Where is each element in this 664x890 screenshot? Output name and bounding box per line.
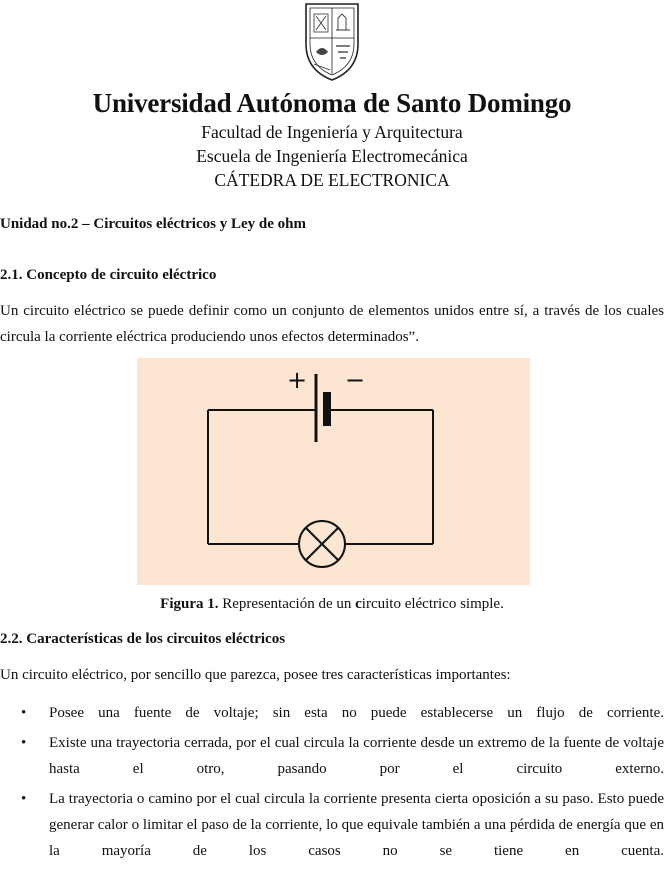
bullet-icon: •	[21, 735, 27, 751]
chair-name: CÁTEDRA DE ELECTRONICA	[214, 170, 450, 190]
caption-label: Figura 1.	[160, 596, 219, 612]
battery-plus-label: +	[287, 366, 308, 394]
section-2-intro: Un circuito eléctrico, por sencillo que parezca, posee tres características importantes:	[0, 667, 511, 683]
bullet-icon: •	[21, 791, 27, 807]
caption-text-2: ircuito eléctrico simple.	[361, 596, 504, 612]
caption-bold-letter: c	[355, 596, 362, 612]
lamp-icon	[299, 521, 345, 567]
list-item-text: La trayectoria o camino por el cual circula la corriente presenta cierta oposición a su paso. Esto puede generar calor o limitar el paso de la corriente, lo que equivale también a una pérdida de energía que en la mayoría de los casos no se tiene en cuenta.	[49, 791, 664, 859]
figure-caption	[0, 594, 664, 614]
section-1-title: 2.1. Concepto de circuito eléctrico	[0, 267, 217, 283]
list-item-text: Posee una fuente de voltaje; sin esta no puede establecerse un flujo de corriente.	[49, 705, 664, 721]
university-seal-icon	[300, 0, 364, 82]
circuit-figure	[137, 358, 530, 585]
battery-minus-label: −	[345, 366, 366, 394]
circuit-diagram	[137, 358, 530, 585]
faculty-name: Facultad de Ingeniería y Arquitectura	[201, 122, 463, 142]
section-1-paragraph: Un circuito eléctrico se puede definir como un conjunto de elementos unidos entre sí, a través de los cuales circula la corriente eléctrica produciendo unos efectos determinados”.	[0, 303, 664, 345]
unit-title: Unidad no.2 – Circuitos eléctricos y Ley de ohm	[0, 216, 306, 232]
section-2-title: 2.2. Características de los circuitos eléctricos	[0, 631, 286, 647]
list-item-text: Existe una trayectoria cerrada, por el cual circula la corriente desde un extremo de la fuente de voltaje hasta el otro, pasando por el circuito externo.	[49, 735, 664, 777]
school-name: Escuela de Ingeniería Electromecánica	[196, 146, 468, 166]
caption-text-1: Representación de un	[218, 596, 356, 612]
university-name: Universidad Autónoma de Santo Domingo	[92, 88, 572, 118]
bullet-icon: •	[21, 705, 27, 721]
battery-short-plate	[323, 392, 331, 426]
